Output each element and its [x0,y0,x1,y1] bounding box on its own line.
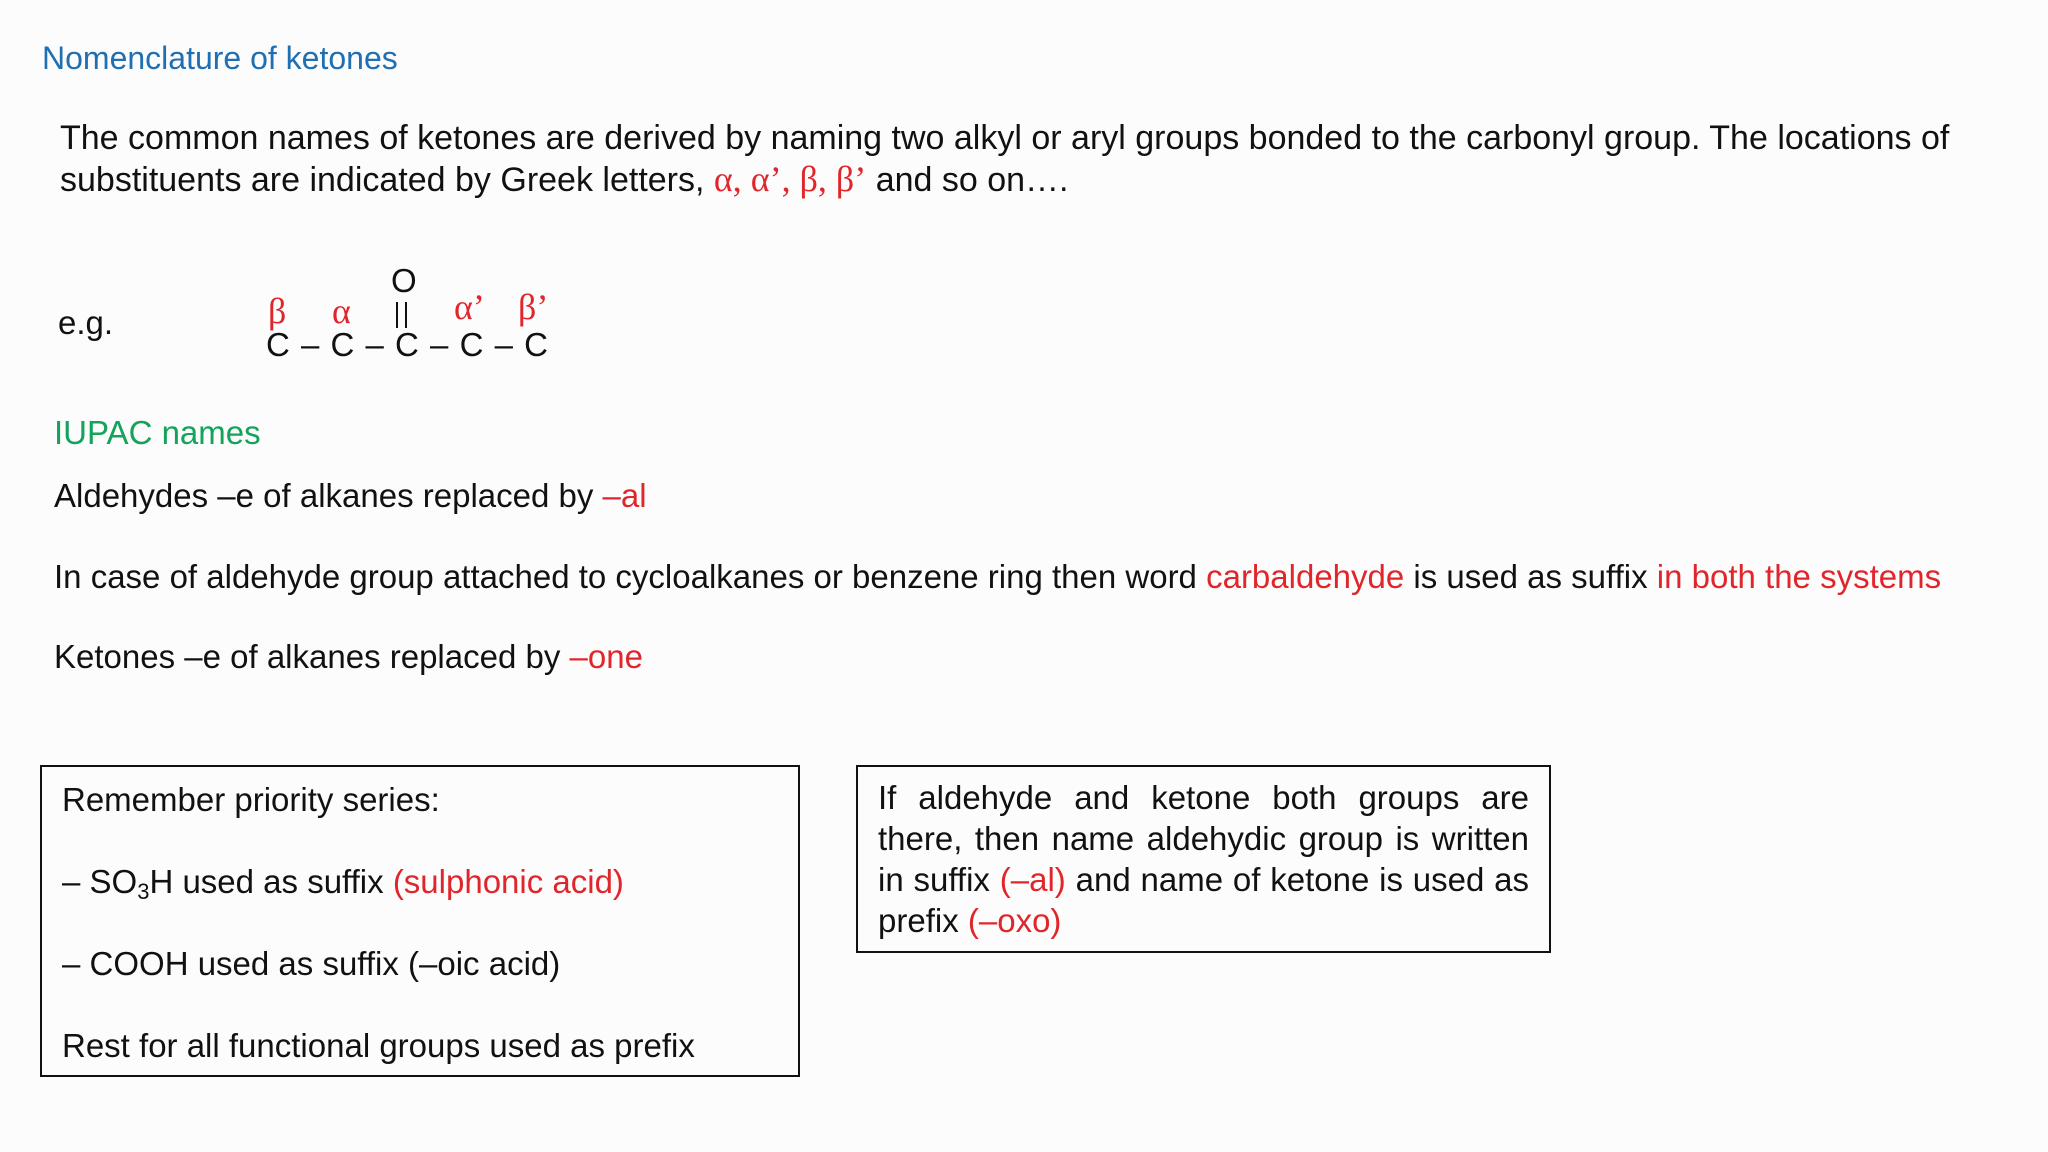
priority-item-rest: Rest for all functional groups used as prefix [62,1027,695,1064]
cyclo-rule-text-2: is used as suffix [1413,558,1648,595]
intro-tail: and so on…. [875,161,1069,199]
so3h-subscript: 3 [137,879,150,904]
page-title: Nomenclature of ketones [42,40,398,76]
aldehyde-rule-text: Aldehydes –e of alkanes replaced by [54,477,594,514]
aldehyde-ketone-box [856,765,1551,953]
priority-series-box [40,765,800,1077]
oxo-prefix-term: (–oxo) [967,902,1062,939]
ketone-rule [54,638,643,676]
alpha-label: α [332,291,351,331]
iupac-heading: IUPAC names [54,414,261,451]
intro-greek-letters: α, α’, β, β’ [713,159,867,199]
both-systems-term: in both the systems [1656,558,1942,595]
so3h-text: H used as suffix [149,863,384,900]
so3h-formula: – SO [62,863,138,900]
both-box-text-2: and name of ketone is used as prefix [878,861,1529,939]
both-box-text-1: If aldehyde and ketone both groups are there, then name aldehydic group is written in suffix [878,779,1529,898]
cyclo-rule-text: In case of aldehyde group attached to cycloalkanes or benzene ring then word [54,558,1197,595]
priority-item-so3h [62,861,778,902]
sulphonic-acid-term: (sulphonic acid) [392,863,624,900]
carbaldehyde-term: carbaldehyde [1206,558,1405,595]
intro-paragraph [60,118,1990,201]
ketone-suffix: –one [569,638,643,675]
aldehyde-suffix: –al [602,477,647,514]
intro-text: The common names of ketones are derived by naming two alkyl or aryl groups bonded to the carbonyl group. The locations of substituents are indicated by Greek letters, [60,119,1950,199]
cyclo-rule [54,558,1941,596]
priority-item-cooh: – COOH used as suffix (–oic acid) [62,945,561,982]
beta-label: β [268,291,287,331]
aldehyde-rule [54,477,647,515]
oxygen-atom: O [391,262,417,299]
ketone-rule-text: Ketones –e of alkanes replaced by [54,638,561,675]
beta-prime-label: β’ [518,287,549,327]
alpha-prime-label: α’ [454,287,485,327]
example-label: e.g. [58,304,114,341]
al-suffix-term: (–al) [999,861,1066,898]
priority-heading: Remember priority series: [62,781,440,818]
double-bond [396,302,408,328]
carbon-chain: C – C – C – C – C [266,326,549,363]
